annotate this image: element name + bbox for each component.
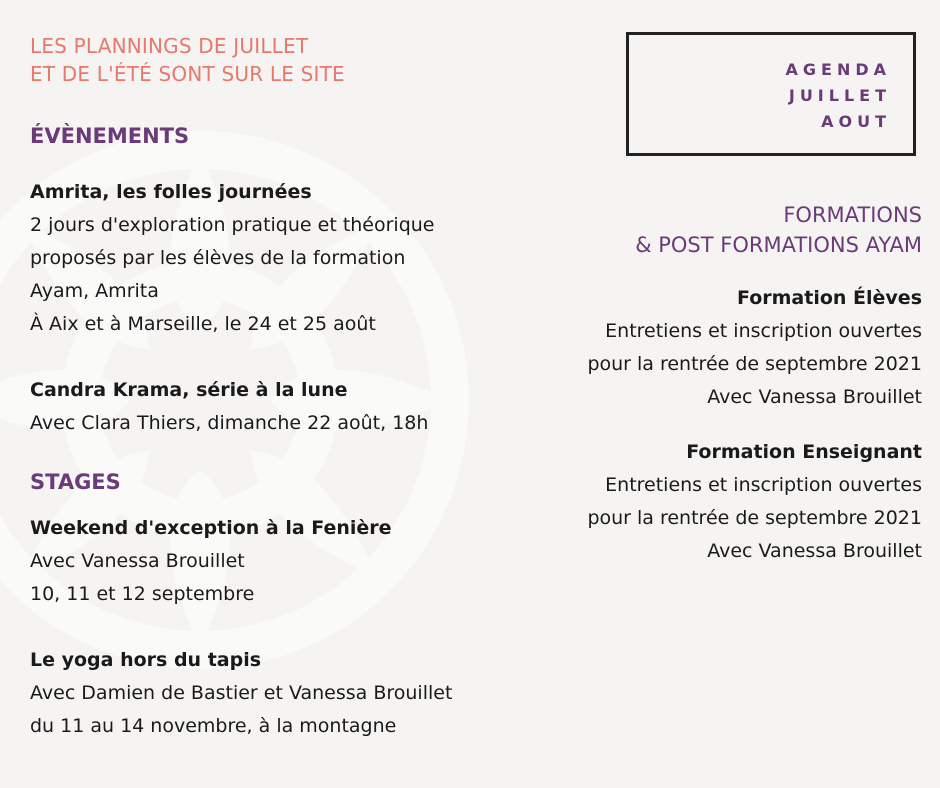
stage-title: Weekend d'exception à la Fenière	[30, 517, 392, 539]
formation-title: Formation Élèves	[737, 287, 922, 309]
formation-line: pour la rentrée de septembre 2021	[587, 507, 922, 529]
right-column	[502, 200, 922, 568]
formation-line: Avec Vanessa Brouillet	[707, 386, 922, 408]
stage-title: Le yoga hors du tapis	[30, 649, 262, 671]
announcement-line: LES PLANNINGS DE JUILLET	[30, 34, 309, 58]
site-announcement	[30, 32, 550, 88]
event-line: À Aix et à Marseille, le 24 et 25 août	[30, 313, 376, 335]
event-title: Candra Krama, série à la lune	[30, 379, 348, 401]
agenda-line: AGENDA	[785, 60, 891, 79]
event-line: 2 jours d'exploration pratique et théorique	[30, 214, 435, 236]
agenda-line: JUILLET	[788, 86, 891, 105]
stage-line: du 11 au 14 novembre, à la montagne	[30, 715, 397, 737]
stage-item	[30, 512, 550, 611]
event-line: Avec Clara Thiers, dimanche 22 août, 18h	[30, 412, 429, 434]
formation-line: Entretiens et inscription ouvertes	[605, 474, 922, 496]
stage-line: 10, 11 et 12 septembre	[30, 583, 255, 605]
agenda-box	[626, 32, 916, 156]
agenda-line: AOUT	[821, 112, 891, 131]
formation-item	[502, 282, 922, 414]
formations-heading-line: & POST FORMATIONS AYAM	[635, 233, 922, 257]
stage-line: Avec Damien de Bastier et Vanessa Brouillet	[30, 682, 453, 704]
event-item	[30, 176, 550, 341]
event-line: proposés par les élèves de la formation	[30, 247, 406, 269]
formation-item	[502, 436, 922, 568]
formation-line: Entretiens et inscription ouvertes	[605, 320, 922, 342]
stage-line: Avec Vanessa Brouillet	[30, 550, 245, 572]
formations-heading	[502, 200, 922, 260]
formation-line: pour la rentrée de septembre 2021	[587, 353, 922, 375]
event-title: Amrita, les folles journées	[30, 181, 312, 203]
announcement-line: ET DE L'ÉTÉ SONT SUR LE SITE	[30, 62, 345, 86]
events-heading: ÉVÈNEMENTS	[30, 124, 190, 148]
formation-title: Formation Enseignant	[686, 441, 922, 463]
left-column	[30, 32, 550, 743]
event-item	[30, 374, 550, 440]
formation-line: Avec Vanessa Brouillet	[707, 540, 922, 562]
formations-heading-line: FORMATIONS	[783, 203, 922, 227]
stages-heading: STAGES	[30, 470, 121, 494]
stage-item	[30, 644, 550, 743]
event-line: Ayam, Amrita	[30, 280, 159, 302]
